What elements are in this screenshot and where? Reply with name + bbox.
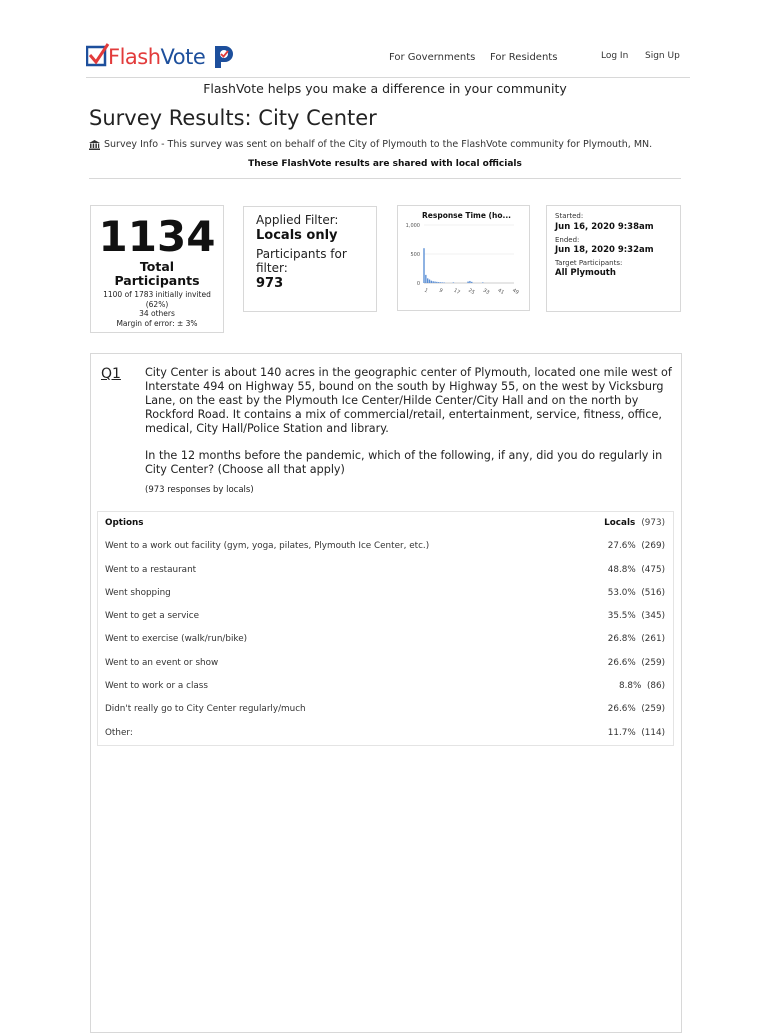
option-result: 48.8% (475) [607, 564, 665, 575]
target-participants-label: Target Participants: [555, 259, 623, 267]
checkbox-logo-icon [86, 42, 110, 68]
chart-bar [467, 282, 468, 283]
tagline: FlashVote helps you make a difference in your community [203, 81, 567, 96]
table-row [98, 535, 673, 558]
table-row [98, 628, 673, 651]
option-result: 26.6% (259) [607, 704, 665, 715]
chart-bar [434, 282, 435, 283]
y-tick-label: 0 [416, 281, 420, 287]
table-row [98, 675, 673, 698]
header-divider [86, 77, 690, 78]
ended-label: Ended: [555, 236, 580, 244]
survey-info-text: Survey Info - This survey was sent on behalf of the City of Plymouth to the FlashVote community for Plymouth, MN. [104, 139, 653, 150]
flashvote-logo[interactable] [86, 42, 236, 74]
chart-bar [431, 281, 432, 283]
nav-signup[interactable]: Sign Up [645, 51, 680, 61]
x-tick-label: 33 [481, 287, 491, 296]
filter-card [243, 206, 377, 312]
target-participants-value: All Plymouth [555, 268, 616, 278]
ended-value: Jun 18, 2020 9:32am [555, 245, 654, 255]
applied-filter-value: Locals only [256, 228, 338, 243]
question-prompt: In the 12 months before the pandemic, which of the following, if any, did you do regularly in City Center? (Choose all that apply) [145, 449, 663, 476]
y-tick-label: 500 [410, 252, 420, 258]
participants-for-filter-label: Participants for filter: [256, 247, 347, 275]
y-tick-label: 1,000 [405, 223, 420, 229]
option-label: Other: [105, 727, 133, 738]
options-column-header: Options [105, 518, 144, 528]
x-tick-label: 17 [452, 287, 461, 296]
table-row [98, 582, 673, 605]
x-tick-label: 9 [437, 287, 444, 295]
table-row [98, 698, 673, 721]
table-row [98, 722, 673, 745]
nav-login[interactable]: Log In [601, 51, 629, 61]
page-title: Survey Results: City Center [89, 106, 377, 130]
option-label: Went shopping [105, 587, 171, 598]
x-tick-label: 1 [423, 287, 429, 295]
table-row [98, 652, 673, 675]
chart-bar [436, 282, 437, 283]
chart-bar [444, 283, 445, 284]
participants-for-filter-value: 973 [256, 276, 284, 291]
option-label: Went to work or a class [105, 681, 208, 692]
option-label: Went to an event or show [105, 657, 219, 668]
option-label: Went to a work out facility (gym, yoga, pilates, Plymouth Ice Center, etc.) [105, 541, 430, 552]
others-count: 34 others [139, 309, 175, 318]
table-row [98, 559, 673, 582]
chart-bar [425, 275, 426, 283]
option-result: 35.5% (345) [607, 611, 665, 622]
shared-with-officials-note: These FlashVote results are shared with local officials [248, 159, 522, 169]
applied-filter-label: Applied Filter: [256, 213, 339, 227]
nav-for-governments[interactable]: For Governments [389, 52, 476, 63]
total-participants-label: Total Participants [114, 259, 200, 288]
survey-info [89, 139, 652, 150]
response-time-chart [398, 206, 529, 310]
option-label: Didn't really go to City Center regularly/much [105, 704, 306, 715]
started-value: Jun 16, 2020 9:38am [555, 222, 654, 232]
option-result: 11.7% (114) [607, 727, 665, 738]
question-context: City Center is about 140 acres in the geographic center of Plymouth, located one mile west of Interstate 494 on Highway 55, bound on the south by Highway 55, on the west by Vicksburg Lane, on the east by the Plymouth Ice Center/Hilde Center/City Hall and on the north by Rockford Road. It contains a mix of commercial/retail, entertainment, service, fitness, office, medical, City Hall/Police Station and library. [145, 366, 672, 435]
chart-bar [453, 282, 454, 283]
total-participants-count: 1134 [98, 212, 216, 261]
option-label: Went to exercise (walk/run/bike) [105, 634, 248, 645]
option-label: Went to get a service [105, 611, 199, 622]
chart-bar [442, 282, 443, 283]
chart-bar [427, 278, 428, 283]
table-row [98, 605, 673, 628]
section-divider [89, 178, 681, 179]
option-label: Went to a restaurant [105, 564, 197, 575]
responses-note: (973 responses by locals) [145, 485, 254, 495]
x-tick-label: 25 [467, 287, 476, 296]
started-label: Started: [555, 212, 584, 220]
invited-count: 1100 of 1783 initially invited (62%) [103, 290, 211, 309]
survey-dates-card [546, 205, 681, 312]
chart-bar [471, 282, 472, 283]
results-table [97, 511, 674, 746]
chart-bar [469, 281, 470, 283]
chart-bar [429, 280, 430, 283]
option-result: 8.8% (86) [618, 681, 665, 692]
logo-badge-icon [212, 44, 234, 70]
margin-of-error: Margin of error: ± 3% [116, 319, 198, 328]
nav-for-residents[interactable]: For Residents [490, 52, 558, 63]
chart-bar [432, 281, 433, 283]
chart-bar [438, 282, 439, 283]
question-number[interactable]: Q1 [101, 366, 121, 382]
chart-bar [482, 282, 483, 283]
chart-bar [440, 282, 441, 283]
option-result: 53.0% (516) [607, 587, 665, 598]
results-header-row [98, 512, 673, 535]
x-tick-label: 41 [496, 287, 505, 296]
option-result: 26.6% (259) [607, 657, 665, 668]
locals-column-header: Locals (973) [604, 518, 665, 528]
x-tick-label: 49 [511, 287, 520, 296]
question-text [145, 366, 673, 497]
participants-card [90, 205, 224, 333]
response-time-chart-card [397, 205, 530, 311]
chart-bar [423, 248, 424, 283]
option-result: 27.6% (269) [607, 541, 665, 552]
logo-wordmark: FlashVote [108, 45, 206, 69]
chart-title: Response Time (ho... [422, 211, 512, 220]
option-result: 26.8% (261) [607, 634, 665, 645]
government-building-icon [89, 140, 100, 150]
